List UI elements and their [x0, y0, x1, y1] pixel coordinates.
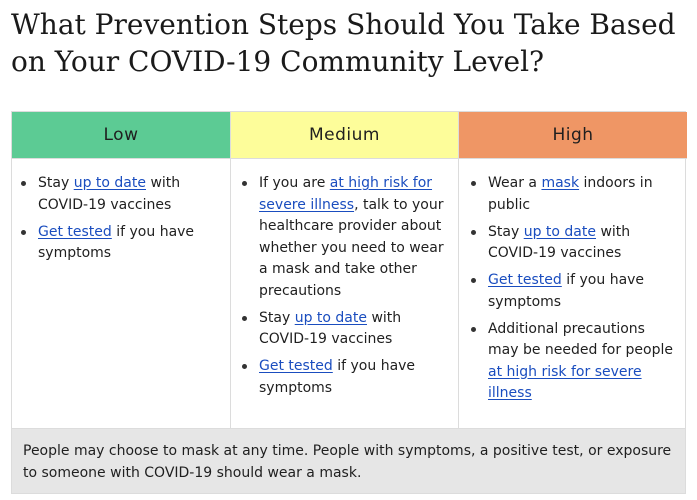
- mask-note-footer: People may choose to mask at any time. People with symptoms, a positive test, or exposure to someone with COVID-19 should wear a mask.: [12, 428, 685, 493]
- column-header-high: High: [459, 112, 687, 159]
- list-item: Stay up to date with COVID-19 vaccines: [38, 173, 222, 216]
- get-tested-link[interactable]: Get tested: [259, 358, 333, 374]
- get-tested-link[interactable]: Get tested: [38, 223, 112, 240]
- column-header-low: Low: [12, 112, 230, 159]
- medium-steps-list: [259, 173, 450, 405]
- list-item: Get tested if you have symptoms: [38, 222, 222, 265]
- list-item: Stay up to date with COVID-19 vaccines: [488, 222, 679, 265]
- high-steps-list: [488, 173, 679, 410]
- list-item: Get tested if you have symptoms: [488, 270, 679, 313]
- page-title: What Prevention Steps Should You Take Based on Your COVID-19 Community Level?: [11, 8, 676, 78]
- high-risk-link[interactable]: at high risk for severe illness: [488, 363, 642, 401]
- list-item: Stay up to date with COVID-19 vaccines: [259, 308, 450, 351]
- up-to-date-link[interactable]: up to date: [523, 223, 596, 240]
- column-low: [12, 112, 230, 428]
- prevention-steps-table: [11, 111, 686, 494]
- get-tested-link[interactable]: Get tested: [488, 272, 562, 288]
- up-to-date-link[interactable]: up to date: [294, 309, 367, 326]
- list-item: Get tested if you have symptoms: [259, 356, 450, 399]
- list-item: Additional precautions may be needed for people at high risk for severe illness: [488, 319, 679, 405]
- high-risk-link[interactable]: at high risk for severe illness: [259, 175, 433, 213]
- mask-link[interactable]: mask: [541, 175, 580, 191]
- up-to-date-link[interactable]: up to date: [73, 175, 146, 191]
- list-item: Wear a mask indoors in public: [488, 173, 679, 216]
- column-header-medium: Medium: [231, 112, 458, 159]
- list-item: If you are at high risk for severe illness, talk to your healthcare provider about whether you need to wear a mask and take other precautions: [259, 173, 450, 302]
- column-high: [458, 112, 687, 428]
- low-steps-list: [38, 173, 222, 270]
- column-medium: [230, 112, 458, 428]
